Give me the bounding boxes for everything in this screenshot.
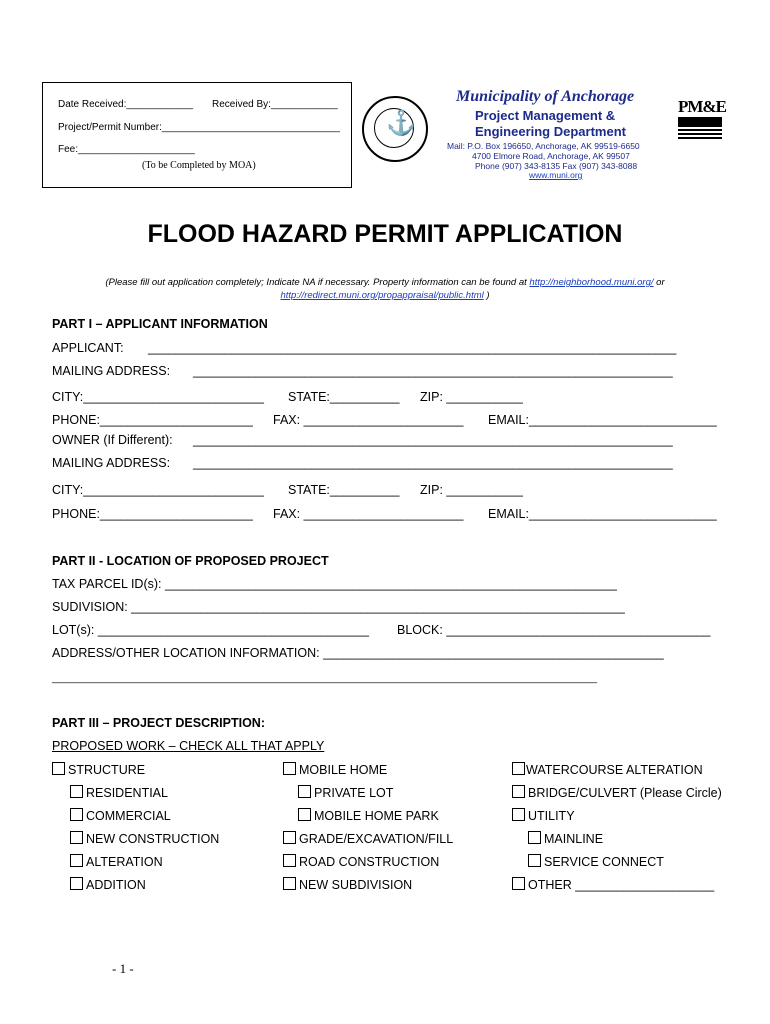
checkbox-icon[interactable]	[70, 854, 83, 867]
checkbox-icon[interactable]	[52, 762, 65, 775]
part2-heading: PART II - LOCATION OF PROPOSED PROJECT	[52, 554, 329, 568]
applicant-label: APPLICANT:	[52, 341, 124, 355]
org-web-link[interactable]: www.muni.org	[529, 170, 583, 180]
date-received-field[interactable]: Date Received:____________	[58, 99, 194, 110]
email-field[interactable]: EMAIL:___________________________	[488, 413, 717, 427]
checkbox-utility[interactable]: UTILITY	[512, 808, 575, 823]
neighborhood-link[interactable]: http://neighborhood.muni.org/	[529, 277, 654, 288]
phone2-field[interactable]: PHONE:______________________	[52, 507, 253, 521]
checkbox-other[interactable]: OTHER ____________________	[512, 877, 714, 892]
checkbox-mainline[interactable]: MAINLINE	[528, 831, 603, 846]
checkbox-new-subdivision[interactable]: NEW SUBDIVISION	[283, 877, 412, 892]
owner-label: OWNER (If Different):	[52, 433, 173, 447]
checkbox-commercial[interactable]: COMMERCIAL	[70, 808, 171, 823]
moa-note: (To be Completed by MOA)	[142, 160, 256, 171]
checkbox-icon[interactable]	[70, 877, 83, 890]
checkbox-private-lot[interactable]: PRIVATE LOT	[298, 785, 393, 800]
checkbox-icon[interactable]	[283, 762, 296, 775]
checkbox-icon[interactable]	[528, 831, 541, 844]
city-field[interactable]: CITY:__________________________	[52, 390, 265, 404]
checkbox-bridge-culvert[interactable]: BRIDGE/CULVERT (Please Circle)	[512, 785, 722, 800]
checkbox-mobile-home[interactable]: MOBILE HOME	[283, 762, 387, 777]
checkbox-watercourse-alteration[interactable]: WATERCOURSE ALTERATION	[512, 762, 703, 777]
checkbox-icon[interactable]	[70, 785, 83, 798]
checkbox-icon[interactable]	[283, 854, 296, 867]
propappraisal-link[interactable]: http://redirect.muni.org/propappraisal/public.html	[280, 290, 484, 301]
org-mail: Mail: P.O. Box 196650, Anchorage, AK 99519-6650	[447, 141, 640, 151]
municipal-seal-icon: ⚓	[362, 96, 428, 162]
mailing2-field[interactable]: _____________________________________________________________________	[193, 456, 673, 470]
page-title: FLOOD HAZARD PERMIT APPLICATION	[147, 220, 623, 248]
email2-field[interactable]: EMAIL:___________________________	[488, 507, 717, 521]
address-field[interactable]: ADDRESS/OTHER LOCATION INFORMATION: _________________________________________________	[52, 646, 664, 660]
lot-field[interactable]: LOT(s): _______________________________________	[52, 623, 369, 637]
checkbox-residential[interactable]: RESIDENTIAL	[70, 785, 168, 800]
fee-field[interactable]: Fee:_____________________	[58, 144, 195, 155]
phone-field[interactable]: PHONE:______________________	[52, 413, 253, 427]
checkbox-icon[interactable]	[298, 785, 311, 798]
checkbox-service-connect[interactable]: SERVICE CONNECT	[528, 854, 664, 869]
checkbox-grade-excavation-fill[interactable]: GRADE/EXCAVATION/FILL	[283, 831, 453, 846]
checkbox-icon[interactable]	[283, 831, 296, 844]
part3-subheading: PROPOSED WORK – CHECK ALL THAT APPLY	[52, 739, 325, 753]
checkbox-icon[interactable]	[512, 762, 525, 775]
checkbox-icon[interactable]	[528, 854, 541, 867]
checkbox-icon[interactable]	[70, 831, 83, 844]
part3-heading: PART III – PROJECT DESCRIPTION:	[52, 716, 265, 730]
tax-parcel-field[interactable]: TAX PARCEL ID(s): _________________________________________________________________	[52, 577, 617, 591]
zip-field[interactable]: ZIP: ___________	[420, 390, 523, 404]
page-number: - 1 -	[112, 961, 134, 976]
checkbox-addition[interactable]: ADDITION	[70, 877, 146, 892]
instructions-line1: (Please fill out application completely; Indicate NA if necessary. Property information can be found at http://neighborhood.muni.org/ or	[105, 277, 665, 288]
applicant-field[interactable]: ____________________________________________________________________________	[148, 341, 677, 355]
owner-field[interactable]: _____________________________________________________________________	[193, 433, 673, 447]
org-address: 4700 Elmore Road, Anchorage, AK 99507	[472, 151, 630, 161]
mailing-field[interactable]: _____________________________________________________________________	[193, 364, 673, 378]
instructions-line2: http://redirect.muni.org/propappraisal/public.html )	[280, 290, 490, 301]
pme-logo-text: PM&E	[678, 97, 726, 116]
checkbox-mobile-home-park[interactable]: MOBILE HOME PARK	[298, 808, 439, 823]
checkbox-icon[interactable]	[512, 785, 525, 798]
checkbox-icon[interactable]	[298, 808, 311, 821]
fax-field[interactable]: FAX: _______________________	[273, 413, 464, 427]
checkbox-icon[interactable]	[70, 808, 83, 821]
org-phone: Phone (907) 343-8135 Fax (907) 343-8088	[475, 161, 638, 171]
fax2-field[interactable]: FAX: _______________________	[273, 507, 464, 521]
city2-field[interactable]: CITY:__________________________	[52, 483, 265, 497]
dept-line1: Project Management &	[475, 108, 616, 123]
project-number-field[interactable]: Project/Permit Number:________________________________	[58, 122, 340, 133]
checkbox-icon[interactable]	[512, 808, 525, 821]
address-extra-field[interactable]: __________________________________________________________________________________________________	[52, 673, 598, 684]
moa-use-box	[42, 82, 352, 188]
dept-line2: Engineering Department	[475, 124, 626, 139]
received-by-field[interactable]: Received By:____________	[212, 99, 338, 110]
checkbox-icon[interactable]	[283, 877, 296, 890]
block-field[interactable]: BLOCK: ______________________________________	[397, 623, 711, 637]
part1-heading: PART I – APPLICANT INFORMATION	[52, 317, 268, 331]
state2-field[interactable]: STATE:__________	[288, 483, 400, 497]
municipality-name: Municipality of Anchorage	[456, 88, 635, 105]
state-field[interactable]: STATE:__________	[288, 390, 400, 404]
checkbox-icon[interactable]	[512, 877, 525, 890]
mailing2-label: MAILING ADDRESS:	[52, 456, 171, 470]
subdivision-field[interactable]: SUDIVISION: _______________________________________________________________________	[52, 600, 625, 614]
checkbox-alteration[interactable]: ALTERATION	[70, 854, 163, 869]
checkbox-new-construction[interactable]: NEW CONSTRUCTION	[70, 831, 219, 846]
pme-logo-icon	[678, 98, 726, 154]
mailing-label: MAILING ADDRESS:	[52, 364, 171, 378]
checkbox-road-construction[interactable]: ROAD CONSTRUCTION	[283, 854, 439, 869]
zip2-field[interactable]: ZIP: ___________	[420, 483, 523, 497]
checkbox-structure[interactable]: STRUCTURE	[52, 762, 145, 777]
